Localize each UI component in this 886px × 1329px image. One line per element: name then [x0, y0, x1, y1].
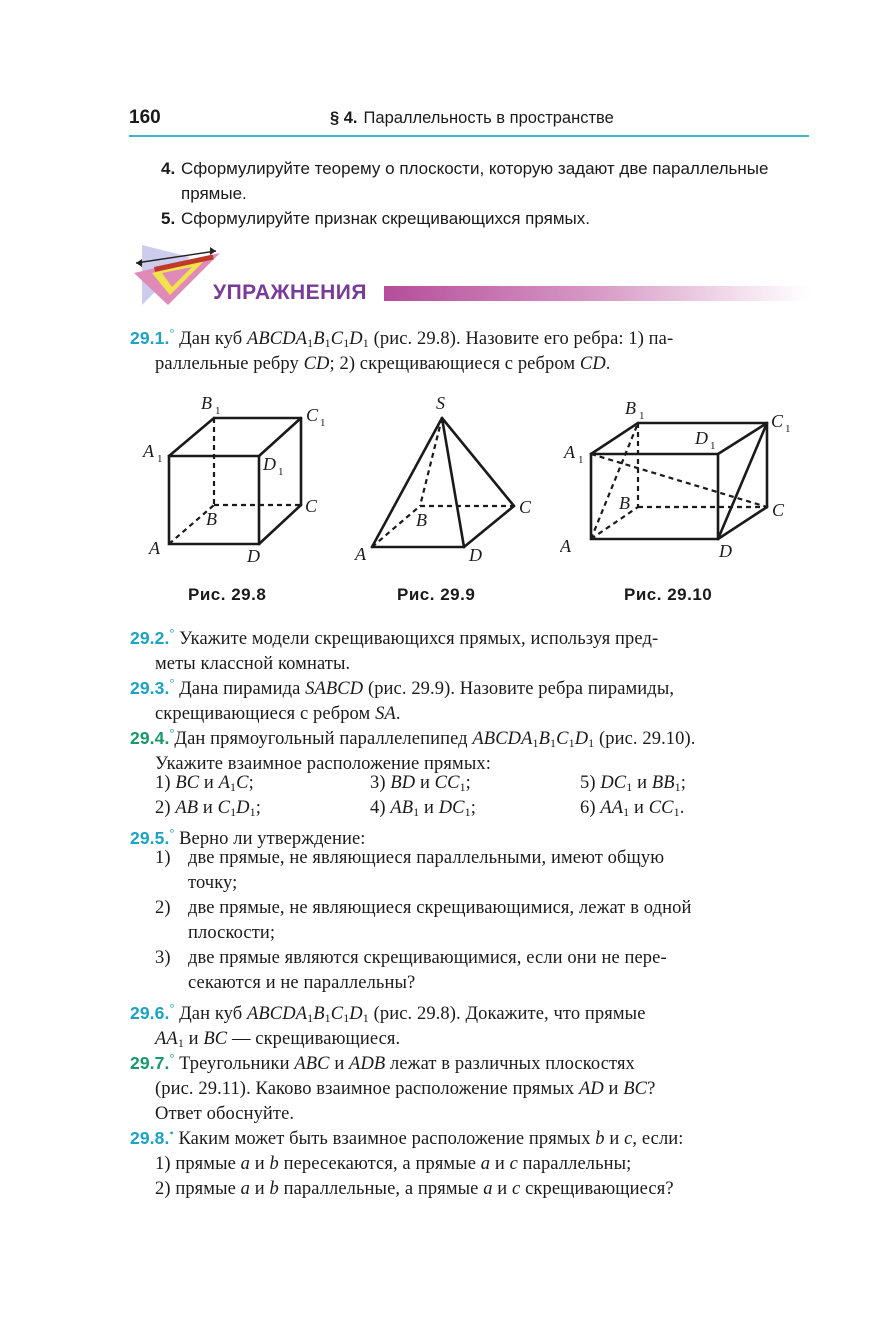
- exercise-number: 29.2.: [130, 628, 170, 649]
- exercise-29-5-items: [155, 846, 810, 996]
- exercise-number: 29.6.: [130, 1003, 170, 1024]
- exercise-text: Ответ обоснуйте.: [155, 1104, 295, 1125]
- exercise-number: 29.4.: [130, 728, 170, 749]
- vertex-label: D: [695, 428, 708, 448]
- item-text: две прямые, не являющиеся скрещивающимися, лежат в одной: [188, 898, 692, 918]
- exercise-29-8: 29.8.• Каким может быть взаимное расположение прямых b и c, если: 1) прямые a и b пересекаются, а прямые a и c параллельны; 2) прямые a и b параллельные, а прямые a и c скрещивающиеся?: [130, 1126, 684, 1200]
- item-text: две прямые, не являющиеся параллельными, имеют общую: [188, 848, 665, 868]
- vertex-label: B: [625, 398, 636, 418]
- vertex-label: B: [206, 509, 217, 529]
- vertex-label-subscript: 1: [785, 423, 791, 435]
- question-text: Сформулируйте теорему о плоскости, которую задают две параллельные: [181, 159, 769, 178]
- question-text: Сформулируйте признак скрещивающихся прямых.: [181, 209, 590, 228]
- vertex-label: C: [771, 411, 784, 431]
- vertex-label: C: [772, 500, 785, 520]
- vertex-label: C: [306, 405, 319, 425]
- item-text: секаются и не параллельны?: [188, 973, 416, 993]
- vertex-label-subscript: 1: [320, 417, 326, 429]
- exercise-number: 29.7.: [130, 1053, 170, 1074]
- question-5: [161, 206, 811, 231]
- vertex-label: B: [201, 393, 212, 413]
- exercise-29-1: 29.1.° Дан куб $ABCDA_1B_1C_1D_1$ (рис. 29.8). Назовите его ребра: 1) па- раллельные ребру CD; 2) скрещивающиеся с ребром CD.: [130, 326, 674, 375]
- section-name: Параллельность в пространстве: [363, 109, 614, 127]
- vertex-label-subscript: 1: [710, 440, 716, 452]
- exercises-heading: УПРАЖНЕНИЯ: [213, 281, 367, 304]
- vertex-label: D: [263, 454, 276, 474]
- exercise-text: Верно ли утверждение:: [179, 829, 366, 850]
- header-rule: [129, 135, 809, 137]
- exercise-text: меты классной комнаты.: [155, 654, 351, 675]
- difficulty-mark: •: [169, 1126, 174, 1140]
- vertex-label: A: [564, 442, 575, 462]
- vertex-label-subscript: 1: [578, 454, 584, 466]
- vertex-label: S: [436, 393, 445, 413]
- vertex-label: A: [560, 536, 571, 556]
- exercise-number: 29.8.: [130, 1128, 170, 1149]
- vertex-label: A: [143, 441, 154, 461]
- vertex-label: B: [416, 510, 427, 530]
- figure-caption-29-10: Рис. 29.10: [624, 585, 713, 604]
- difficulty-mark: °: [169, 1051, 175, 1065]
- vertex-label: D: [719, 541, 732, 561]
- item-number: 1): [155, 848, 171, 868]
- question-number: 5.: [161, 209, 176, 228]
- item-text: точку;: [188, 873, 238, 893]
- exercise-29-4-items: 1) BC и $A_1C$; 3) BD и $CC_1$; 5) $DC_1$ и $BB_1$; 2) AB и $C_1D_1$; 4) $AB_1$ и $DC_1$; 6) $AA_1$ и $CC_1$.: [155, 773, 686, 819]
- difficulty-mark: °: [169, 726, 175, 740]
- exercise-number: 29.3.: [130, 678, 170, 699]
- difficulty-mark: °: [169, 326, 175, 340]
- vertex-label: C: [305, 496, 318, 516]
- question-4: [161, 156, 811, 206]
- difficulty-mark: °: [169, 1001, 175, 1015]
- item-number: 2): [155, 898, 171, 918]
- figure-29-10-parallelepiped: [560, 385, 800, 570]
- exercise-number: 29.5.: [130, 828, 170, 849]
- vertex-label-subscript: 1: [639, 410, 645, 422]
- vertex-label: D: [469, 545, 482, 565]
- difficulty-mark: °: [169, 826, 175, 840]
- figure-caption-29-8: Рис. 29.8: [188, 585, 267, 604]
- item-text: плоскости;: [188, 923, 276, 943]
- exercise-29-6: 29.6.° Дан куб $ABCDA_1B_1C_1D_1$ (рис. 29.8). Докажите, что прямые $AA_1$ и BC — скрещивающиеся.: [130, 1001, 646, 1051]
- exercise-text: Укажите взаимное расположение прямых:: [155, 754, 491, 775]
- vertex-label: C: [519, 497, 532, 517]
- section-number: § 4.: [330, 109, 358, 127]
- question-number: 4.: [161, 159, 176, 178]
- difficulty-mark: °: [169, 676, 175, 690]
- exercise-29-7: 29.7.° Треугольники ABC и ADB лежат в различных плоскостях (рис. 29.11). Каково взаимное расположение прямых AD и BC? Ответ обоснуйте.: [130, 1051, 656, 1125]
- exercises-bar: [384, 286, 810, 301]
- exercise-29-4: 29.4.°Дан прямоугольный параллелепипед $ABCDA_1B_1C_1D_1$ (рис. 29.10). Укажите взаимное расположение прямых:: [130, 726, 696, 775]
- vertex-label: D: [247, 546, 260, 566]
- section-title: [330, 109, 614, 128]
- vertex-label-subscript: 1: [215, 405, 221, 417]
- page-number: 160: [129, 107, 161, 128]
- vertex-label-subscript: 1: [157, 453, 163, 465]
- vertex-label: B: [619, 493, 630, 513]
- question-text: прямые.: [181, 184, 247, 203]
- item-text: две прямые являются скрещивающимися, если они не пере-: [188, 948, 667, 968]
- difficulty-mark: °: [169, 626, 175, 640]
- exercise-29-3: 29.3.° Дана пирамида SABCD (рис. 29.9). Назовите ребра пирамиды, скрещивающиеся с ребром SA.: [130, 676, 675, 725]
- exercise-29-2: [130, 621, 810, 677]
- exercise-text: Укажите модели скрещивающихся прямых, используя пред-: [179, 629, 659, 650]
- item-number: 3): [155, 948, 171, 968]
- figure-caption-29-9: Рис. 29.9: [397, 585, 476, 604]
- figure-29-8-cube: [135, 385, 345, 570]
- exercise-number: 29.1.: [130, 328, 170, 349]
- ruler-triangle-icon: [128, 243, 224, 309]
- figure-29-9-pyramid: [352, 385, 542, 570]
- vertex-label: A: [149, 538, 160, 558]
- vertex-label: A: [355, 544, 366, 564]
- vertex-label-subscript: 1: [278, 466, 284, 478]
